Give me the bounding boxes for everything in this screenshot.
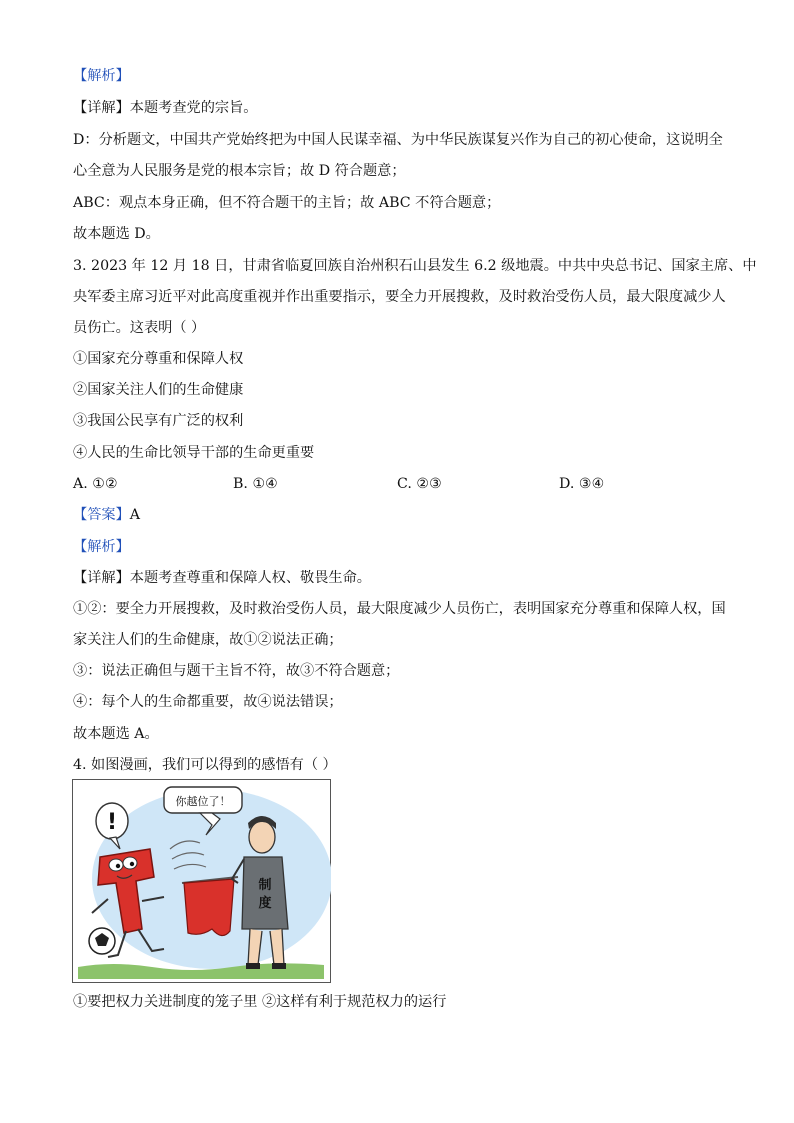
speech-text: 你越位了！ — [175, 795, 231, 808]
option-a: A. ①② — [73, 476, 118, 492]
answer-line — [73, 505, 140, 525]
analysis-label: 【解析】 — [73, 68, 130, 84]
analysis-label: 【解析】 — [73, 539, 130, 555]
statement-4: ④人民的生命比领导干部的生命更重要 — [73, 445, 315, 461]
explanation-line: 家关注人们的生命健康，故①②说法正确； — [73, 632, 343, 648]
conclusion-line: 故本题选 D。 — [73, 226, 160, 242]
option-c: C. ②③ — [397, 476, 442, 492]
conclusion-line: 故本题选 A。 — [73, 726, 159, 742]
explanation-line: ③：说法正确但与题干主旨不符，故③不符合题意； — [73, 663, 400, 679]
comic-illustration — [72, 779, 331, 983]
soccer-ball-icon — [89, 928, 115, 954]
vest-char-1: 制 — [258, 878, 272, 893]
red-flag — [182, 877, 238, 936]
statement-2: ②国家关注人们的生命健康 — [73, 382, 244, 398]
vest-char-2: 度 — [258, 896, 272, 911]
question-4-stem: 4. 如图漫画，我们可以得到的感悟有（ ） — [73, 757, 337, 773]
explanation-line: ①②：要全力开展搜救，及时救治受伤人员，最大限度减少人员伤亡，表明国家充分尊重和保障人权，国 — [73, 601, 726, 617]
answer-value: A — [129, 507, 141, 523]
explanation-line: 心全意为人民服务是党的根本宗旨；故 D 符合题意； — [73, 163, 406, 179]
statement-1: ①国家充分尊重和保障人权 — [73, 351, 244, 367]
option-d: D. ③④ — [559, 476, 605, 492]
explanation-line: D：分析题文，中国共产党始终把为中国人民谋幸福、为中华民族谋复兴作为自己的初心使命，这说明全 — [73, 132, 723, 148]
statement-3: ③我国公民享有广泛的权利 — [73, 413, 244, 429]
question-4-statements: ①要把权力关进制度的笼子里 ②这样有利于规范权力的运行 — [73, 994, 447, 1010]
question-3-stem: 央军委主席习近平对此高度重视并作出重要指示，要全力开展搜救，及时救治受伤人员，最大限度减少人 — [73, 289, 726, 305]
answer-label: 【答案】 — [73, 507, 130, 523]
exclaim-text: ! — [106, 810, 118, 835]
explanation-line: ④：每个人的生命都重要，故④说法错误； — [73, 694, 343, 710]
explanation-line: ABC：观点本身正确，但不符合题干的主旨；故 ABC 不符合题意； — [73, 195, 501, 211]
detail-line: 【详解】本题考查尊重和保障人权、敬畏生命。 — [73, 570, 371, 586]
detail-line: 【详解】本题考查党的宗旨。 — [73, 100, 258, 116]
option-b: B. ①④ — [233, 476, 278, 492]
question-3-stem: 3. 2023 年 12 月 18 日，甘肃省临夏回族自治州积石山县发生 6.2 级地震。中共中央总书记、国家主席、中 — [73, 258, 757, 274]
question-3-stem: 员伤亡。这表明（ ） — [73, 320, 206, 336]
